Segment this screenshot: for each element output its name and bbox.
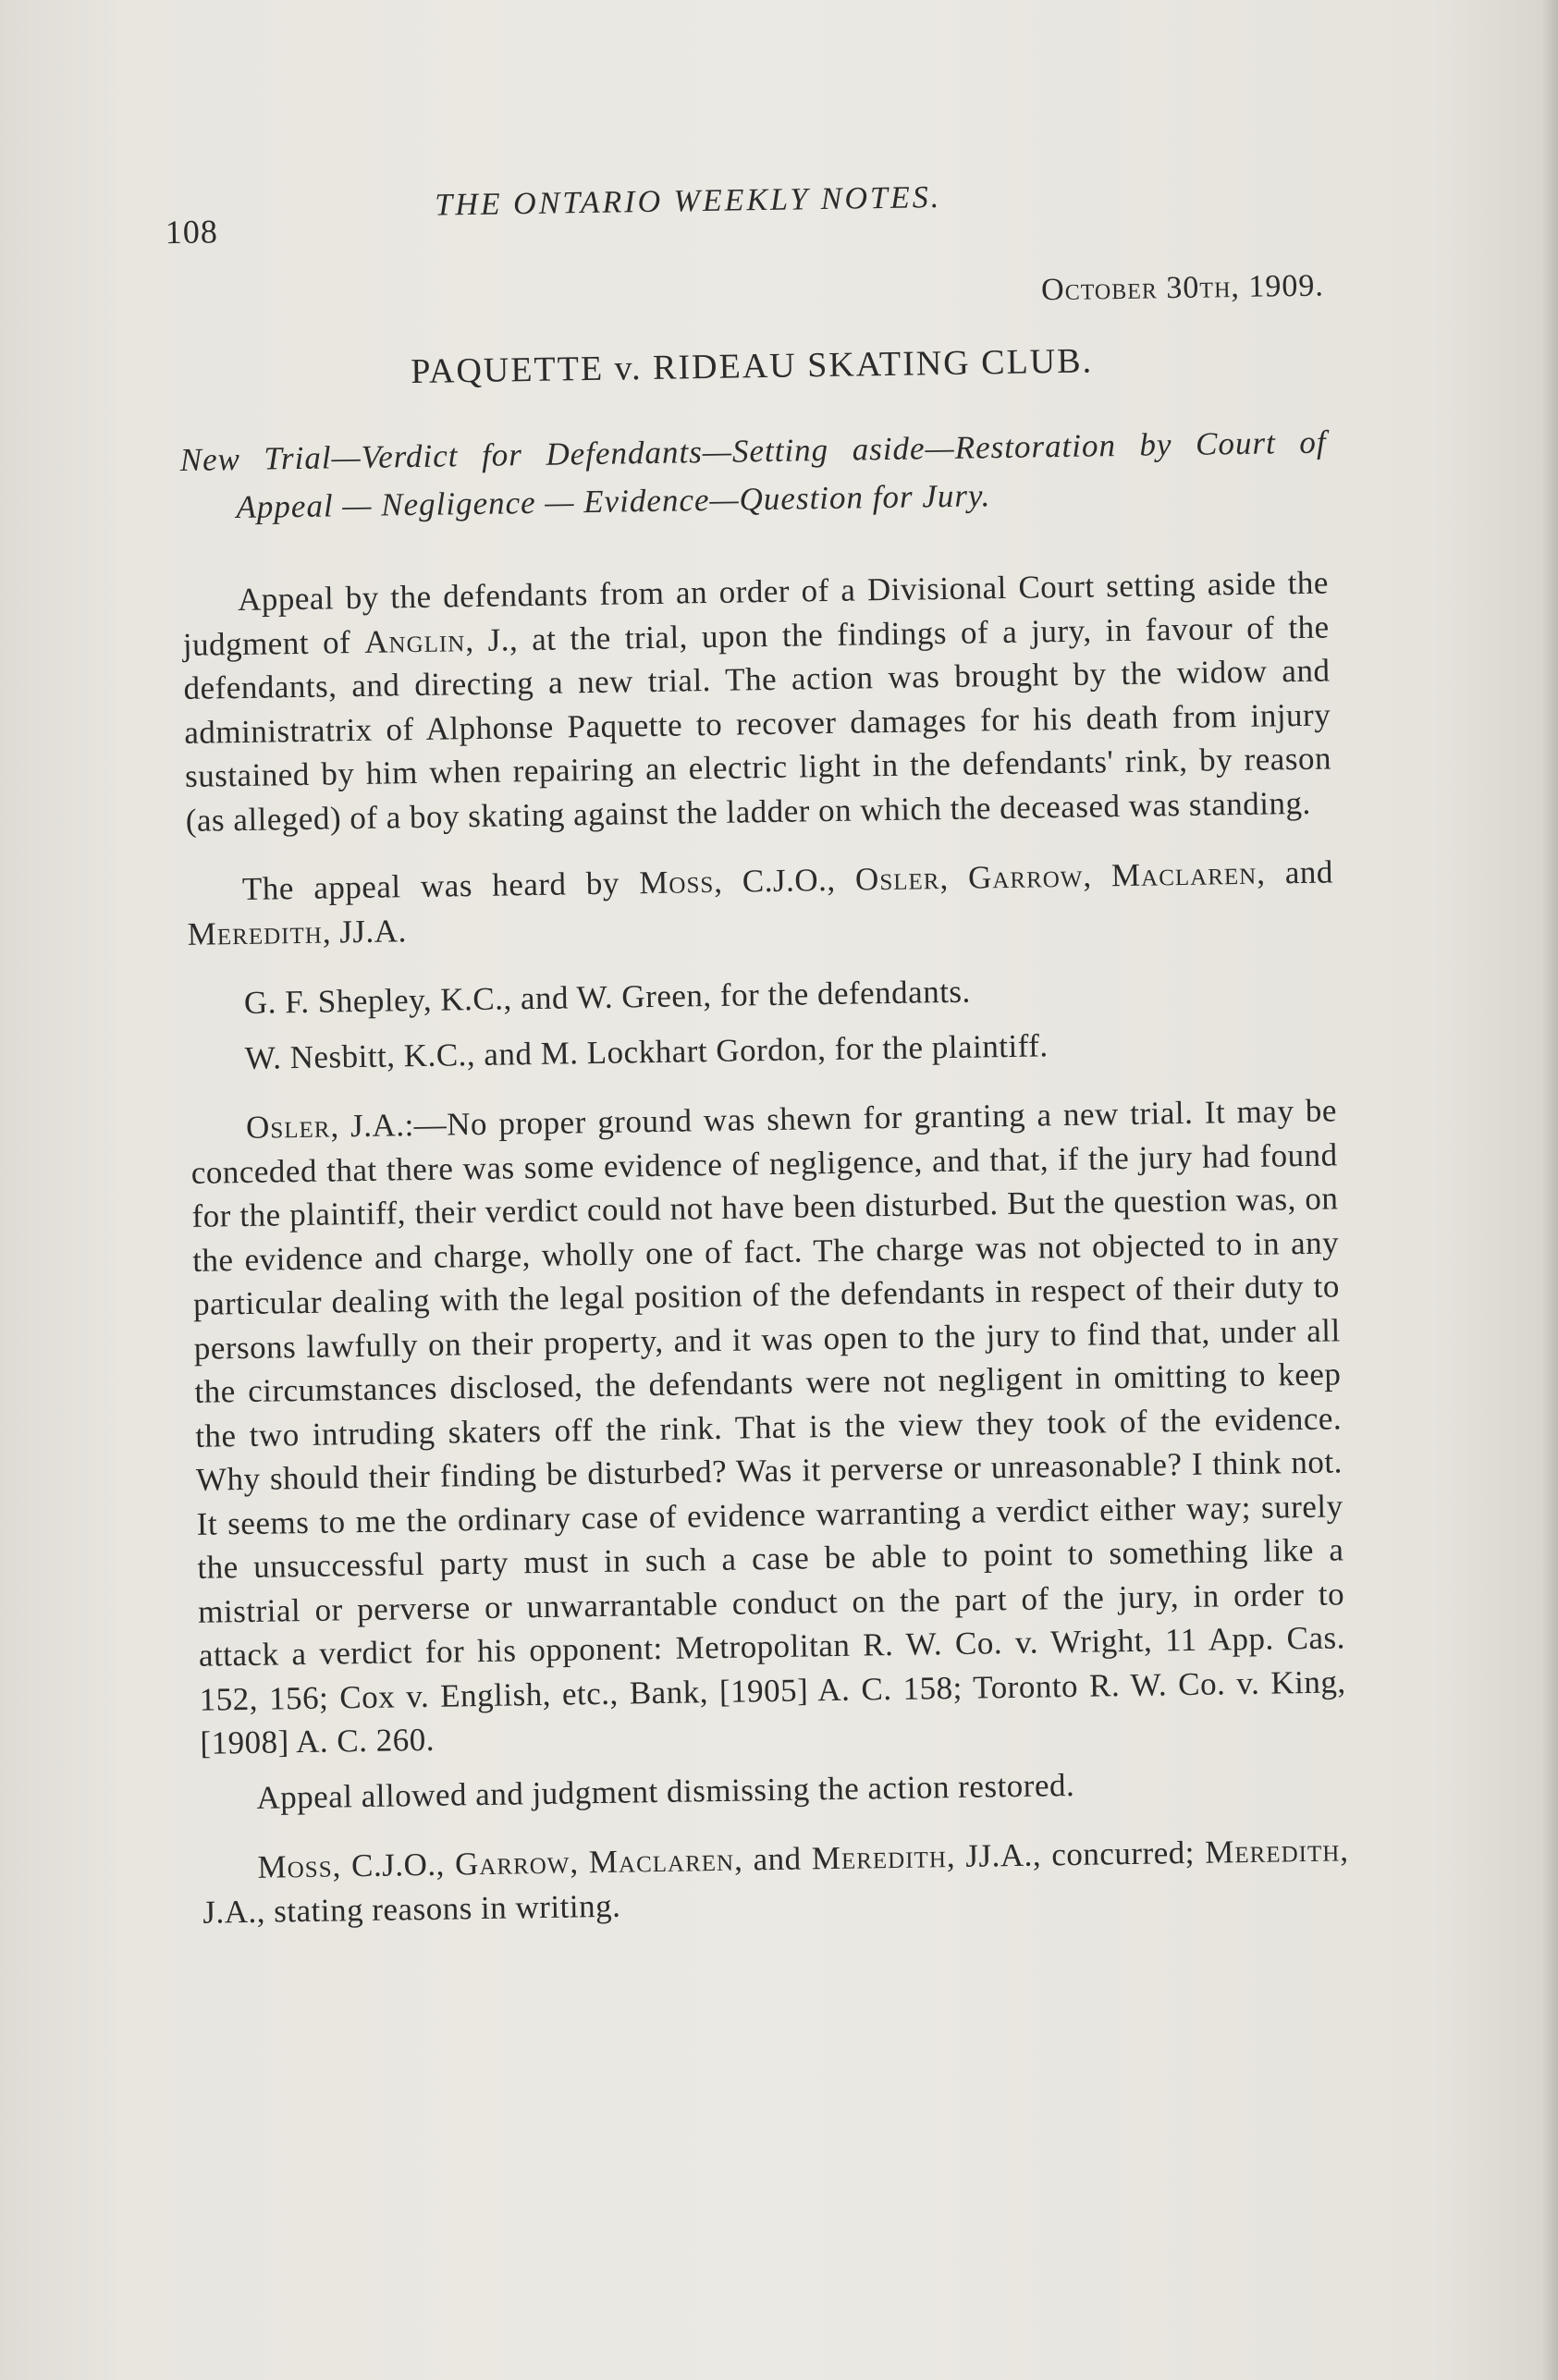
result-line: Appeal allowed and judgment dismissing the action restored. xyxy=(256,1766,1075,1816)
page-number: 108 xyxy=(165,213,219,251)
judge-name: Moss xyxy=(638,863,715,902)
judge-name: Moss xyxy=(257,1847,333,1885)
running-head: THE ONTARIO WEEKLY NOTES. xyxy=(435,179,942,223)
appeal-text-1: Appeal by the defendants from an order of a Divisional Court setting aside the judgment of xyxy=(182,564,1330,663)
bench-paragraph xyxy=(187,850,1334,955)
counsel-plaintiff: W. Nesbitt, K.C., and M. Lockhart Gordon, for the plaintiff. xyxy=(244,1026,1049,1076)
bench-sep: , C.J.O., xyxy=(713,861,856,900)
bench-sep: , xyxy=(1083,857,1112,894)
concurrence-sep: , and xyxy=(733,1840,813,1878)
judge-name: Meredith xyxy=(187,914,324,952)
judge-name: Maclaren xyxy=(588,1841,735,1881)
judgment-paragraph xyxy=(190,1088,1347,1765)
page-header xyxy=(165,167,1323,251)
bench-sep: , JJ.A. xyxy=(322,912,408,951)
concurrence-sep: , xyxy=(570,1844,590,1881)
page-edge-shadow xyxy=(1541,0,1558,2380)
judge-name: Osler xyxy=(854,860,940,898)
page-content xyxy=(165,167,1350,1934)
concurrence-sep: , JJ.A., concurred; xyxy=(946,1834,1206,1875)
concurrence-paragraph xyxy=(202,1828,1349,1933)
counsel-defendants: G. F. Shepley, K.C., and W. Green, for the defendants. xyxy=(243,973,972,1021)
judge-name: Osler xyxy=(245,1108,331,1146)
concurrence-sep: , J.A., stating reasons in writing. xyxy=(202,1832,1349,1931)
judge-name: Meredith xyxy=(1204,1832,1341,1871)
judgment-text: , J.A.:—No proper ground was shewn for granting a new trial. It may be conceded that there was some evidence of negligence, and that, if the jury had found for the plaintiff, their verdict could not have been disturbed. But the question was, on the evidence and charge, wholly one of fact. The charge was not objected to in any particular dealing with the legal position of the defendants in respect of their duty to persons lawfully on their property, and it was open to the jury to find that, under all the circumstances disclosed, the defendants were not negligent in omitting to keep the two intruding skaters off the rink. That is the view they took of the evidence. Why should their finding be disturbed? Was it perverse or unreasonable? I think not. It seems to me the ordinary case of evidence warranting a verdict either way; surely the unsuccessful party must in such a case be able to point to something like a mistrial or perverse or unwarrantable conduct on the part of the jury, in order to attack a verdict for his opponent: Metropolitan R. W. Co. v. Wright, 11 App. Cas. 152, 156; Cox v. English, etc., Bank, [1905] A. C. 158; Toronto R. W. Co. v. King, [1908] A. C. 260. xyxy=(190,1092,1346,1761)
judge-name: Maclaren xyxy=(1110,854,1257,894)
judge-name: Garrow xyxy=(454,1844,570,1883)
judge-name: Anglin xyxy=(363,621,466,660)
bench-sep: , xyxy=(939,859,969,897)
judge-name: Garrow xyxy=(967,857,1084,896)
decision-date: October 30th, 1909. xyxy=(1040,268,1325,308)
appeal-text-2: , J., at the trial, upon the findings of a jury, in favour of the defendants, and directing a new trial. The action was brought by the widow and administratrix of Alphonse Paquette to recover damages for his death from injury sustained by him when repairing an electric light in the defendants' rink, by reason (as alleged) of a boy skating against the ladder on which the deceased was standing. xyxy=(183,607,1332,839)
judge-name: Meredith xyxy=(811,1838,948,1877)
bench-sep: , and xyxy=(1256,853,1334,891)
bench-intro: The appeal was heard by xyxy=(241,865,640,907)
appeal-paragraph xyxy=(182,560,1332,841)
case-title: PAQUETTE v. RIDEAU SKATING CLUB. xyxy=(410,341,1094,392)
headnote: New Trial—Verdict for Defendants—Setting aside—Restoration by Court of Appeal — Negligence — Evidence—Question for Jury. xyxy=(179,423,1327,526)
concurrence-sep: , C.J.O., xyxy=(332,1846,456,1884)
